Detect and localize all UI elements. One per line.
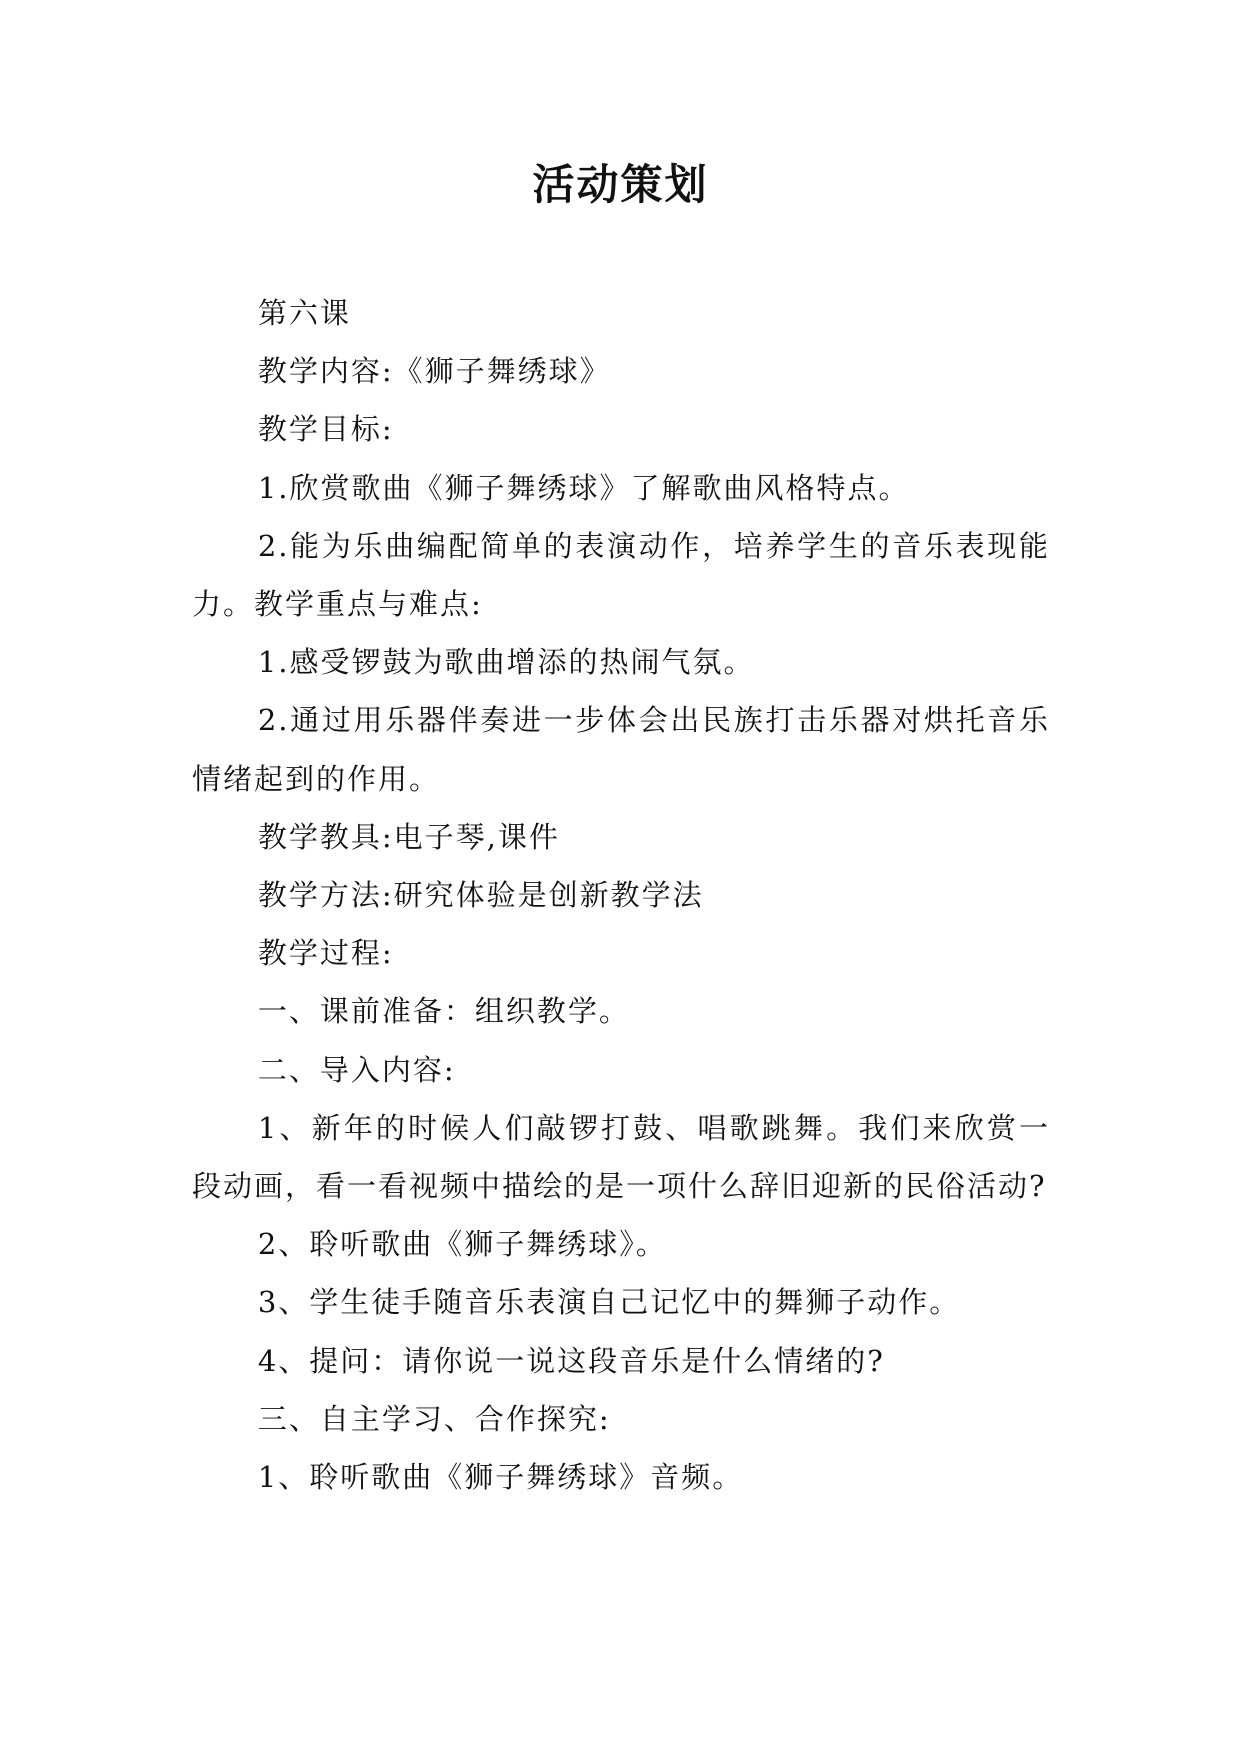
paragraph-teaching-aids: 教学教具:电子琴,课件 <box>257 819 560 854</box>
paragraph-lesson-number: 第六课 <box>257 296 351 330</box>
paragraph-section-2-heading: 二、导入内容: <box>257 1052 456 1087</box>
paragraph-key-point-1: 1.感受锣鼓为歌曲增添的热闹气氛。 <box>257 645 755 680</box>
paragraph-step-4: 4、提问：请你说一说这段音乐是什么情绪的? <box>257 1343 885 1378</box>
paragraph-teaching-method: 教学方法:研究体验是创新教学法 <box>257 878 704 913</box>
paragraph-step-2: 2、聆听歌曲《狮子舞绣球》。 <box>257 1227 667 1262</box>
paragraph-section-1: 一、课前准备：组织教学。 <box>257 994 630 1029</box>
document-body <box>192 284 1050 1506</box>
paragraph-section-3-step-1: 1、聆听歌曲《狮子舞绣球》音频。 <box>257 1460 744 1495</box>
paragraph-goal-1: 1.欣赏歌曲《狮子舞绣球》了解歌曲风格特点。 <box>257 470 910 505</box>
paragraph-teaching-goals-heading: 教学目标: <box>257 412 394 447</box>
paragraph-step-1: 1、新年的时候人们敲锣打鼓、唱歌跳舞。我们来欣赏一段动画，看一看视频中描绘的是一项什么辞旧迎新的民俗活动? <box>192 1110 1050 1204</box>
paragraph-teaching-process-heading: 教学过程: <box>257 936 394 971</box>
document-title: 活动策划 <box>532 160 709 209</box>
paragraph-section-3-heading: 三、自主学习、合作探究: <box>257 1401 611 1436</box>
paragraph-step-3: 3、学生徒手随音乐表演自己记忆中的舞狮子动作。 <box>257 1285 961 1320</box>
paragraph-teaching-content: 教学内容:《狮子舞绣球》 <box>257 354 611 389</box>
paragraph-key-point-2: 2.通过用乐器伴奏进一步体会出民族打击乐器对烘托音乐情绪起到的作用。 <box>192 703 1050 796</box>
paragraph-goal-2: 2.能为乐曲编配简单的表演动作，培养学生的音乐表现能力。教学重点与难点: <box>192 528 1050 622</box>
